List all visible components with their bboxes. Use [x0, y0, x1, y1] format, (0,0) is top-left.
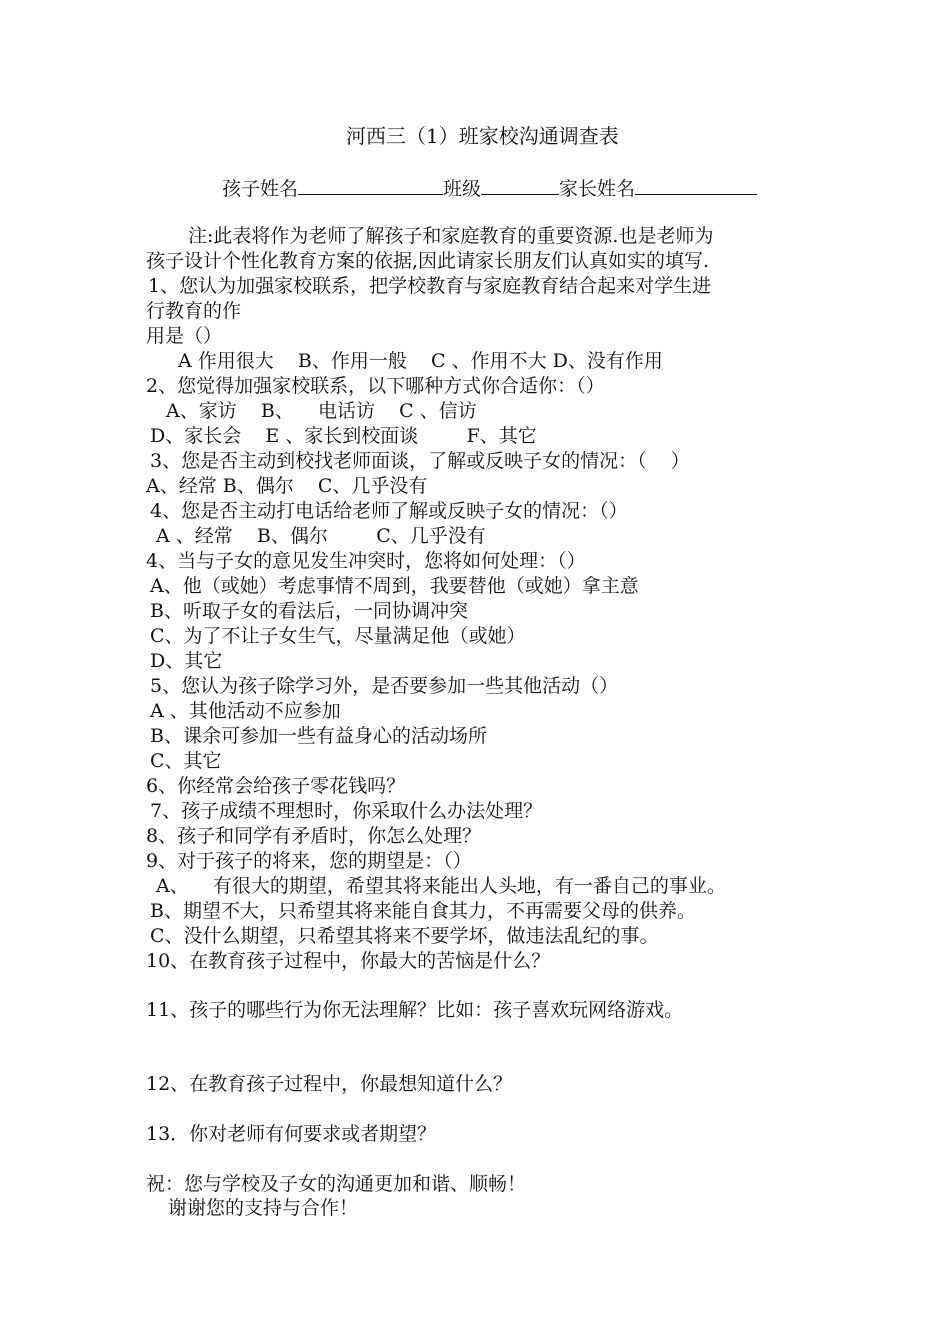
q1-options: A 作用很大 B、作用一般 C 、作用不大 D、没有作用: [178, 350, 663, 372]
q9-option-a: A、 有很大的期望，希望其将来能出人头地，有一番自己的事业。: [156, 875, 726, 897]
q4b-option-c: C、为了不让子女生气，尽量满足他（或她）: [150, 625, 526, 647]
q4b-option-a: A、他（或她）考虑事情不周到，我要替他（或她）拿主意: [150, 575, 639, 597]
q3-options: A、经常 B、偶尔 C、几乎没有: [146, 475, 428, 497]
q2-options-2: D、家长会 E 、家长到校面谈 F、其它: [150, 425, 537, 447]
parent-name-blank[interactable]: [635, 174, 757, 195]
q1-line-2: 行教育的作: [146, 300, 242, 322]
parent-name-label: 家长姓名: [559, 178, 636, 200]
child-name-blank[interactable]: [298, 174, 443, 195]
q13-text: 13．你对老师有何要求或者期望？: [146, 1123, 437, 1145]
q5-option-c: C、其它: [150, 750, 222, 772]
q4a-options: A 、经常 B、偶尔 C、几乎没有: [156, 525, 486, 547]
class-blank[interactable]: [481, 174, 559, 195]
q3-text: 3、您是否主动到校找老师面谈，了解或反映子女的情况：（ ）: [150, 450, 690, 472]
q5-option-a: A 、其他活动不应参加: [150, 700, 341, 722]
class-label: 班级: [443, 178, 482, 200]
q5-text: 5、您认为孩子除学习外，是否要参加一些其他活动（）: [150, 675, 619, 697]
q5-option-b: B、课余可参加一些有益身心的活动场所: [150, 725, 487, 747]
q10-text: 10、在教育孩子过程中，你最大的苦恼是什么？: [146, 950, 551, 972]
q11-text: 11、孩子的哪些行为你无法理解？比如：孩子喜欢玩网络游戏。: [146, 999, 684, 1021]
q9-option-c: C、没什么期望，只希望其将来不要学坏，做违法乱纪的事。: [150, 925, 659, 947]
q6-text: 6、你经常会给孩子零花钱吗？: [146, 775, 406, 797]
q4a-text: 4、您是否主动打电话给老师了解或反映子女的情况：（）: [150, 500, 628, 522]
q9-option-b: B、期望不大，只希望其将来能自食其力，不再需要父母的供养。: [150, 900, 696, 922]
q2-text: 2、您觉得加强家校联系，以下哪种方式你合适你：（）: [146, 375, 605, 397]
note-line-2: 孩子设计个性化教育方案的依据,因此请家长朋友们认真如实的填写.: [146, 250, 710, 272]
q4b-option-d: D、其它: [150, 650, 223, 672]
q7-text: 7、孩子成绩不理想时，你采取什么办法处理？: [150, 800, 543, 822]
page-title: 河西三（1）班家校沟通调查表: [346, 124, 619, 148]
q12-text: 12、在教育孩子过程中，你最想知道什么？: [146, 1073, 513, 1095]
q9-text: 9、对于孩子的将来，您的期望是：（）: [146, 850, 472, 872]
closing-thanks: 谢谢您的支持与合作！: [168, 1197, 359, 1219]
q4b-text: 4、当与子女的意见发生冲突时，您将如何处理：（）: [146, 550, 586, 572]
q1-line-1: 1、您认为加强家校联系，把学校教育与家庭教育结合起来对学生进: [148, 275, 712, 297]
child-name-label: 孩子姓名: [222, 178, 299, 200]
info-line: [222, 174, 757, 202]
q8-text: 8、孩子和同学有矛盾时，你怎么处理？: [146, 825, 482, 847]
note-line-1: 注:此表将作为老师了解孩子和家庭教育的重要资源.也是老师为: [188, 225, 714, 247]
q2-options-1: A、家访 B、 电话访 C 、信访: [166, 400, 477, 422]
closing-wish: 祝：您与学校及子女的沟通更加和谐、顺畅！: [146, 1173, 527, 1195]
q4b-option-b: B、听取子女的看法后，一同协调冲突: [150, 600, 468, 622]
q1-line-3: 用是（）: [146, 325, 223, 347]
